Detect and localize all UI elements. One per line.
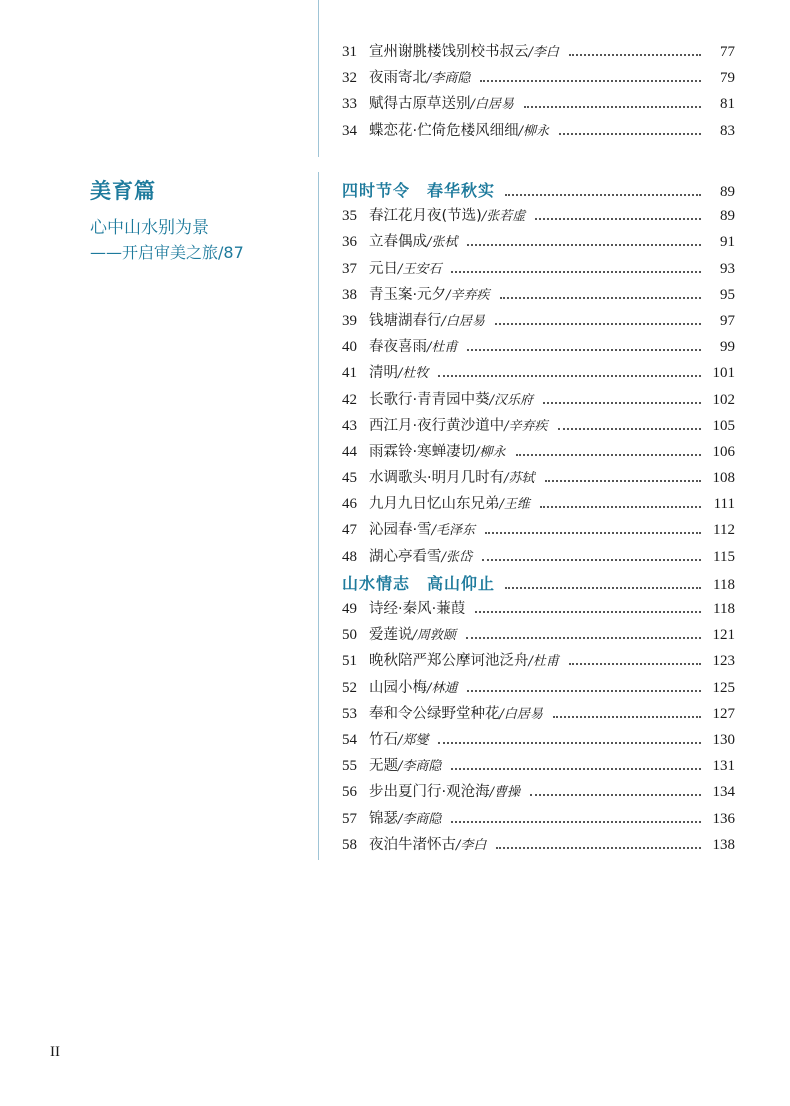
entry-title: 蝶恋花·伫倚危楼风细细 — [369, 122, 519, 139]
entry-page: 95 — [720, 286, 735, 303]
toc-entry[interactable] — [342, 676, 735, 702]
toc-entry[interactable] — [342, 623, 735, 649]
section-title: 四时节令 春华秋实 — [342, 181, 496, 200]
dot-leader — [475, 611, 701, 613]
dot-leader — [438, 375, 701, 377]
entry-number: 53 — [342, 705, 357, 722]
entry-page: 77 — [720, 44, 735, 60]
entry-author: /辛弃疾 — [504, 418, 548, 434]
entry-author: /张栻 — [427, 235, 458, 251]
entry-number: 49 — [342, 601, 357, 617]
entry-page: 138 — [712, 836, 735, 853]
section-page: 118 — [713, 576, 735, 593]
toc-entry[interactable] — [342, 66, 735, 92]
dot-leader — [505, 587, 701, 589]
entry-number: 43 — [342, 417, 357, 434]
entry-author: /李商隐 — [398, 759, 442, 775]
entry-page: 97 — [720, 312, 735, 329]
entry-title: 青玉案·元夕 — [369, 286, 447, 303]
entry-page: 130 — [712, 731, 735, 748]
dot-leader — [467, 244, 701, 246]
dot-leader — [467, 349, 701, 351]
entry-title: 竹石 — [369, 731, 398, 748]
dot-leader — [500, 297, 702, 299]
entry-title: 元日 — [369, 260, 398, 277]
section-page: 89 — [720, 184, 735, 200]
dot-leader — [451, 271, 701, 273]
entry-number: 39 — [342, 312, 357, 329]
entry-number: 58 — [342, 836, 357, 853]
entry-title: 西江月·夜行黄沙道中 — [369, 417, 505, 434]
toc-entry[interactable] — [342, 283, 735, 309]
entry-title: 九月九日忆山东兄弟 — [369, 496, 500, 513]
entry-title: 春夜喜雨 — [369, 339, 427, 356]
toc-entry[interactable] — [342, 492, 735, 518]
toc-entry[interactable] — [342, 807, 735, 833]
dot-leader — [467, 690, 701, 692]
entry-author: /李商隐 — [427, 71, 471, 87]
entry-number: 42 — [342, 391, 357, 408]
entry-number: 40 — [342, 339, 357, 356]
dot-leader — [482, 559, 701, 561]
dot-leader — [543, 402, 701, 404]
entry-number: 38 — [342, 286, 357, 303]
toc-entry[interactable] — [342, 545, 735, 571]
toc-entry[interactable] — [342, 466, 735, 492]
entry-title: 奉和令公绿野堂种花 — [369, 705, 500, 722]
dot-leader — [516, 454, 702, 456]
dot-leader — [545, 480, 702, 482]
entry-page: 121 — [712, 627, 735, 644]
dot-leader — [559, 133, 701, 135]
toc-entry[interactable] — [342, 40, 735, 66]
dot-leader — [438, 742, 701, 744]
dot-leader — [553, 716, 701, 718]
entry-title: 沁园春·雪 — [369, 522, 432, 539]
section-title: 山水情志 高山仰止 — [342, 573, 496, 593]
entry-author: /汉乐府 — [489, 392, 533, 408]
entry-author: /杜牧 — [398, 366, 429, 382]
entry-number: 33 — [342, 96, 357, 113]
entry-title: 诗经·秦风·蒹葭 — [369, 601, 466, 617]
entry-author: /林逋 — [427, 680, 458, 696]
dot-leader — [530, 794, 701, 796]
entry-author: /杜甫 — [427, 340, 458, 356]
part-subtitle: 心中山水别为景 — [90, 218, 209, 238]
toc-top-list — [342, 40, 735, 145]
dot-leader — [505, 194, 701, 196]
entry-author: /白居易 — [441, 313, 485, 329]
part-heading — [90, 176, 305, 266]
toc-entry[interactable] — [342, 309, 735, 335]
toc-entry[interactable] — [342, 361, 735, 387]
toc-entry[interactable] — [342, 257, 735, 283]
vertical-rule-bottom — [318, 172, 319, 860]
toc-entry[interactable] — [342, 702, 735, 728]
entry-author: /毛泽东 — [431, 523, 475, 539]
entry-number: 50 — [342, 627, 357, 644]
toc-entry[interactable] — [342, 833, 735, 859]
entry-number: 54 — [342, 731, 357, 748]
entry-title: 赋得古原草送别 — [369, 96, 471, 113]
entry-author: /辛弃疾 — [446, 287, 490, 303]
entry-number: 57 — [342, 810, 357, 827]
entry-author: /白居易 — [470, 97, 514, 113]
entry-title: 步出夏门行·观沧海 — [369, 784, 490, 801]
entry-title: 晚秋陪严郑公摩诃池泛舟 — [369, 653, 529, 670]
toc-entry[interactable] — [342, 780, 735, 806]
entry-author: /王安石 — [398, 261, 442, 277]
entry-author: /周敦颐 — [412, 628, 456, 644]
entry-title: 雨霖铃·寒蝉凄切 — [369, 443, 476, 460]
entry-number: 31 — [342, 44, 357, 60]
entry-page: 112 — [713, 522, 735, 539]
entry-author: /杜甫 — [528, 654, 559, 670]
dot-leader — [535, 218, 701, 220]
entry-title: 锦瑟 — [369, 810, 398, 827]
dot-leader — [495, 323, 701, 325]
dot-leader — [466, 637, 701, 639]
part-title: 美育篇 — [90, 179, 156, 203]
entry-title: 山园小梅 — [369, 679, 427, 696]
entry-page: 99 — [720, 339, 735, 356]
entry-page: 111 — [713, 496, 735, 513]
entry-number: 47 — [342, 522, 357, 539]
entry-number: 52 — [342, 679, 357, 696]
entry-title: 夜泊牛渚怀古 — [369, 836, 456, 853]
entry-title: 无题 — [369, 758, 398, 775]
entry-page: 134 — [712, 784, 735, 801]
dot-leader — [480, 80, 701, 82]
entry-number: 32 — [342, 70, 357, 87]
entry-number: 36 — [342, 234, 357, 251]
entry-author: /张岱 — [441, 549, 472, 565]
toc-entry[interactable] — [342, 518, 735, 544]
entry-author: /李商隐 — [398, 811, 442, 827]
entry-number: 46 — [342, 496, 357, 513]
entry-title: 春江花月夜(节选) — [369, 208, 482, 225]
entry-page: 89 — [720, 208, 735, 225]
entry-page: 105 — [712, 417, 735, 434]
entry-page: 91 — [720, 234, 735, 251]
dot-leader — [451, 768, 701, 770]
entry-title: 长歌行·青青园中葵 — [369, 391, 490, 408]
entry-number: 41 — [342, 365, 357, 382]
entry-title: 夜雨寄北 — [369, 70, 427, 87]
toc-entry[interactable] — [342, 119, 735, 145]
entry-page: 125 — [712, 679, 735, 696]
entry-page: 108 — [712, 470, 735, 487]
toc-entry[interactable] — [342, 230, 735, 256]
dot-leader — [485, 532, 701, 534]
entry-author: /曹操 — [489, 785, 520, 801]
entry-number: 44 — [342, 443, 357, 460]
page-folio: II — [50, 1044, 60, 1060]
entry-page: 102 — [712, 391, 735, 408]
toc-entry[interactable] — [342, 728, 735, 754]
entry-page: 123 — [712, 653, 735, 670]
toc-bottom-list — [342, 178, 735, 859]
dot-leader — [540, 506, 701, 508]
entry-number: 37 — [342, 260, 357, 277]
toc-entry[interactable] — [342, 754, 735, 780]
entry-author: /苏轼 — [504, 471, 535, 487]
entry-title: 宣州谢朓楼饯别校书叔云 — [369, 44, 529, 60]
entry-number: 51 — [342, 653, 357, 670]
entry-number: 56 — [342, 784, 357, 801]
entry-page: 83 — [720, 122, 735, 139]
entry-title: 水调歌头·明月几时有 — [369, 470, 505, 487]
entry-page: 93 — [720, 260, 735, 277]
vertical-rule-top — [318, 0, 319, 157]
section-heading[interactable] — [342, 571, 735, 597]
toc-entry[interactable] — [342, 414, 735, 440]
entry-page: 106 — [712, 443, 735, 460]
entry-author: /柳永 — [475, 444, 506, 460]
toc-entry[interactable] — [342, 335, 735, 361]
part-subtitle-page: ——开启审美之旅/87 — [90, 243, 244, 262]
entry-number: 34 — [342, 122, 357, 139]
entry-number: 48 — [342, 548, 357, 565]
entry-number: 45 — [342, 470, 357, 487]
entry-author: /李白 — [528, 45, 559, 60]
entry-page: 118 — [713, 601, 735, 617]
entry-title: 清明 — [369, 365, 398, 382]
entry-author: /白居易 — [499, 706, 543, 722]
entry-title: 爱莲说 — [369, 627, 413, 644]
entry-author: /王维 — [499, 497, 530, 513]
entry-number: 35 — [342, 208, 357, 225]
toc-entry[interactable] — [342, 440, 735, 466]
entry-title: 湖心亭看雪 — [369, 548, 442, 565]
entry-page: 79 — [720, 70, 735, 87]
entry-title: 立春偶成 — [369, 234, 427, 251]
toc-entry[interactable] — [342, 92, 735, 118]
dot-leader — [558, 428, 702, 430]
entry-author: /郑燮 — [398, 732, 429, 748]
toc-entry[interactable] — [342, 649, 735, 675]
entry-page: 131 — [712, 758, 735, 775]
entry-page: 81 — [720, 96, 735, 113]
entry-title: 钱塘湖春行 — [369, 312, 442, 329]
entry-author: /李白 — [456, 837, 487, 853]
toc-entry[interactable] — [342, 597, 735, 623]
entry-number: 55 — [342, 758, 357, 775]
toc-entry[interactable] — [342, 388, 735, 414]
dot-leader — [451, 821, 701, 823]
dot-leader — [524, 106, 701, 108]
dot-leader — [569, 54, 701, 56]
entry-page: 101 — [712, 365, 735, 382]
dot-leader — [569, 663, 701, 665]
entry-page: 136 — [712, 810, 735, 827]
toc-entry[interactable] — [342, 204, 735, 230]
dot-leader — [496, 847, 701, 849]
section-heading[interactable] — [342, 178, 735, 204]
entry-page: 127 — [712, 705, 735, 722]
entry-author: /张若虚 — [481, 209, 526, 225]
entry-page: 115 — [713, 548, 735, 565]
entry-author: /柳永 — [518, 123, 549, 139]
